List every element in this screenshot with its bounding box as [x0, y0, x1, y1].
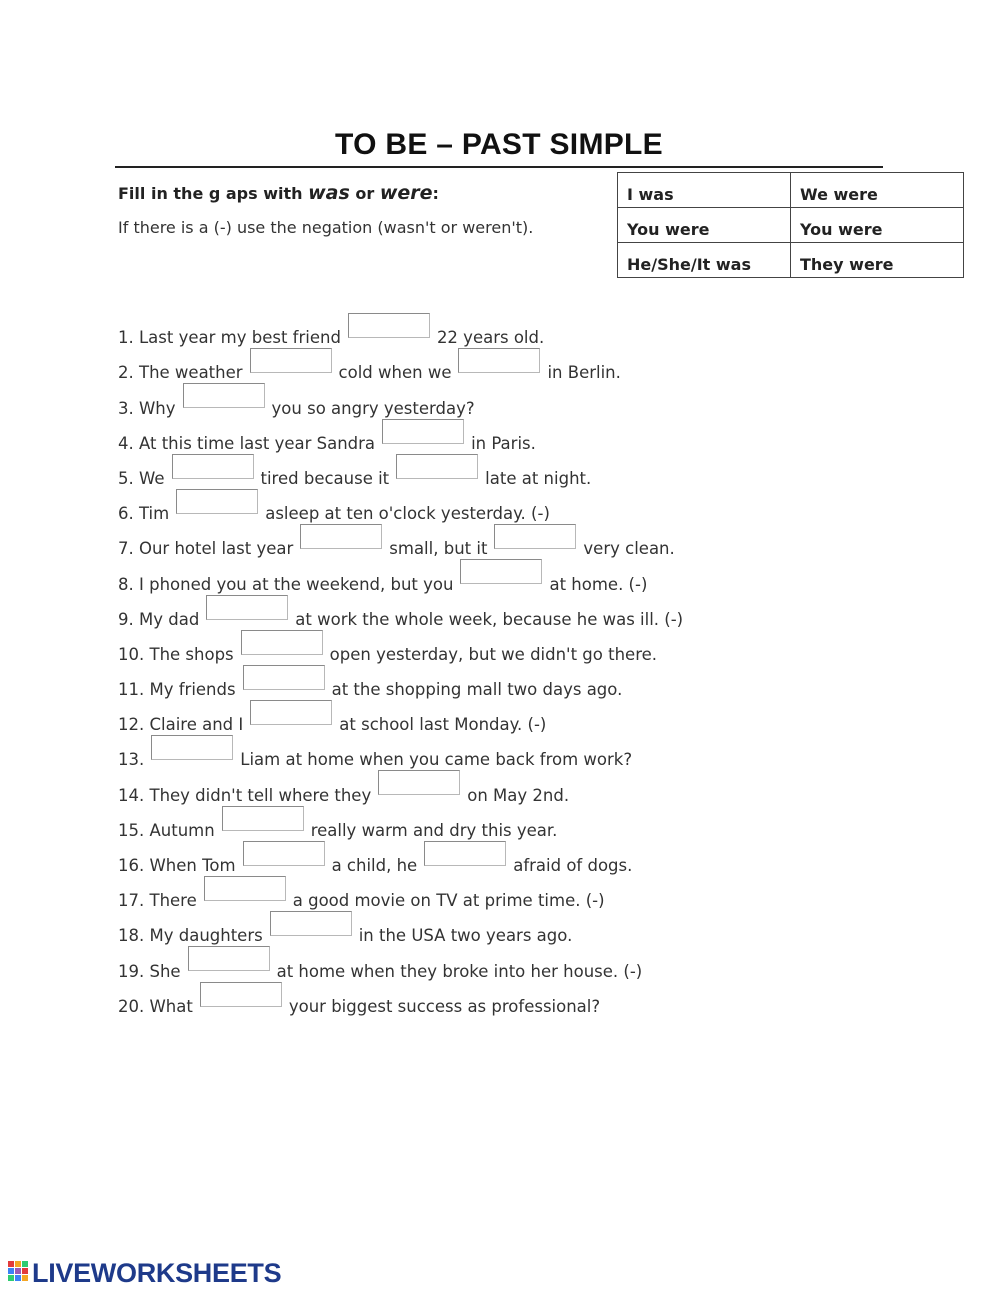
liveworksheets-logo: [8, 1258, 281, 1288]
table-row: [618, 208, 964, 243]
question-item: [118, 559, 683, 594]
question-text: 19. She: [118, 961, 181, 981]
table-cell: I was: [618, 173, 791, 208]
question-item: [118, 665, 683, 700]
answer-input[interactable]: [250, 348, 332, 373]
instruction-suffix: :: [432, 184, 439, 203]
answer-input[interactable]: [250, 700, 332, 725]
question-item: [118, 700, 683, 735]
question-item: [118, 489, 683, 524]
question-text: a good movie on TV at prime time. (-): [292, 891, 605, 911]
question-item: [118, 735, 683, 770]
instruction-negation: If there is a (-) use the negation (wasn't or weren't).: [118, 218, 534, 237]
question-text: 11. My friends: [118, 680, 236, 700]
answer-input[interactable]: [494, 524, 576, 549]
answer-input[interactable]: [222, 806, 304, 831]
instruction-prefix: Fill in the g aps with: [118, 184, 309, 203]
question-text: asleep at ten o'clock yesterday. (-): [265, 504, 550, 524]
answer-input[interactable]: [300, 524, 382, 549]
answer-input[interactable]: [151, 735, 233, 760]
question-text: 10. The shops: [118, 644, 234, 664]
question-text: at home when they broke into her house. (-): [276, 961, 643, 981]
answer-input[interactable]: [243, 841, 325, 866]
table-cell: He/She/It was: [618, 243, 791, 278]
answer-input[interactable]: [270, 911, 352, 936]
question-text: 1. Last year my best friend: [118, 328, 341, 348]
table-cell: You were: [791, 208, 964, 243]
question-item: [118, 383, 683, 418]
question-text: 12. Claire and I: [118, 715, 244, 735]
table-row: [618, 243, 964, 278]
question-text: 17. There: [118, 891, 197, 911]
question-text: 14. They didn't tell where they: [118, 785, 372, 805]
answer-input[interactable]: [172, 454, 254, 479]
question-text: very clean.: [583, 539, 675, 559]
question-text: 16. When Tom: [118, 856, 236, 875]
question-text: 2. The weather: [118, 363, 243, 383]
question-text: in Paris.: [471, 433, 536, 453]
question-text: at work the whole week, because he was ill. (-): [295, 609, 684, 629]
question-text: 9. My dad: [118, 609, 200, 629]
question-text: 6. Tim: [118, 504, 170, 524]
instruction-word-were: were: [379, 182, 433, 204]
worksheet-title: TO BE – PAST SIMPLE: [335, 128, 663, 161]
question-text: 4. At this time last year Sandra: [118, 433, 376, 453]
question-text: cold when we: [338, 363, 452, 383]
table-cell: You were: [618, 208, 791, 243]
answer-input[interactable]: [204, 876, 286, 901]
answer-input[interactable]: [460, 559, 542, 584]
question-text: small, but it: [389, 539, 488, 559]
question-text: afraid of dogs.: [513, 856, 633, 875]
table-cell: They were: [791, 243, 964, 278]
question-text: 20. What: [118, 996, 193, 1016]
question-item: [118, 946, 683, 981]
question-text: really warm and dry this year.: [310, 820, 558, 840]
question-text: 15. Autumn: [118, 820, 215, 840]
question-text: open yesterday, but we didn't go there.: [329, 644, 658, 664]
answer-input[interactable]: [382, 419, 464, 444]
table-cell: We were: [791, 173, 964, 208]
question-text: your biggest success as professional?: [288, 996, 601, 1016]
question-item: [118, 524, 683, 559]
answer-input[interactable]: [206, 595, 288, 620]
question-text: you so angry yesterday?: [271, 398, 475, 418]
instruction-middle: or: [349, 184, 380, 203]
answer-input[interactable]: [176, 489, 258, 514]
question-item: [118, 911, 683, 946]
question-text: 22 years old.: [436, 328, 545, 348]
title-underline: [115, 166, 883, 168]
question-item: [118, 348, 683, 383]
question-item: [118, 806, 683, 841]
question-text: on May 2nd.: [467, 785, 570, 805]
answer-input[interactable]: [424, 841, 506, 866]
answer-input[interactable]: [183, 383, 265, 408]
answer-input[interactable]: [241, 630, 323, 655]
question-item: [118, 454, 683, 489]
question-text: at home. (-): [549, 574, 648, 594]
question-item: [118, 419, 683, 454]
question-item: [118, 841, 683, 876]
verb-forms-table: [617, 172, 964, 278]
question-text: 13.: [118, 750, 145, 770]
question-item: [118, 630, 683, 665]
question-text: 18. My daughters: [118, 926, 263, 946]
table-row: [618, 173, 964, 208]
question-text: in Berlin.: [547, 363, 621, 383]
question-text: at school last Monday. (-): [339, 715, 547, 735]
instruction-word-was: was: [308, 182, 350, 204]
question-item: [118, 982, 683, 1017]
question-text: 3. Why: [118, 398, 176, 418]
logo-grid-icon: [8, 1260, 30, 1286]
answer-input[interactable]: [188, 946, 270, 971]
answer-input[interactable]: [396, 454, 478, 479]
answer-input[interactable]: [378, 770, 460, 795]
question-item: [118, 770, 683, 805]
question-text: Liam at home when you came back from work?: [240, 750, 633, 770]
question-text: 8. I phoned you at the weekend, but you: [118, 574, 454, 594]
answer-input[interactable]: [348, 313, 430, 338]
question-text: late at night.: [485, 468, 592, 488]
logo-text: LIVEWORKSHEETS: [32, 1257, 282, 1288]
question-item: [118, 313, 683, 348]
question-text: 7. Our hotel last year: [118, 539, 294, 559]
answer-input[interactable]: [243, 665, 325, 690]
instruction-main: [118, 182, 439, 204]
question-text: 5. We: [118, 468, 165, 488]
question-text: a child, he: [331, 856, 418, 875]
question-item: [118, 595, 683, 630]
answer-input[interactable]: [458, 348, 540, 373]
question-list: [118, 313, 683, 1017]
question-text: in the USA two years ago.: [358, 926, 573, 946]
question-text: at the shopping mall two days ago.: [331, 680, 623, 700]
question-item: [118, 876, 683, 911]
question-text: tired because it: [260, 468, 390, 488]
answer-input[interactable]: [200, 982, 282, 1007]
